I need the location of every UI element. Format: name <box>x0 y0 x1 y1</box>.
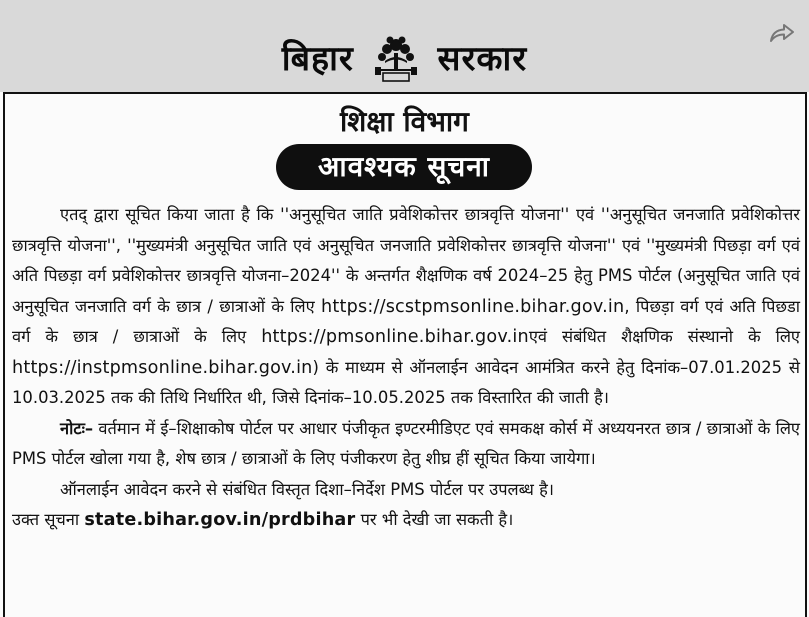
header-title <box>0 34 809 87</box>
header-left-word: बिहार <box>281 39 354 79</box>
header-banner <box>0 0 809 92</box>
link-instpmsonline[interactable]: https://instpmsonline.bihar.gov.in <box>12 357 313 378</box>
link-pmsonline[interactable]: https://pmsonline.bihar.gov.in <box>261 327 529 347</box>
note-text: वर्तमान में ई–शिक्षाकोष पोर्टल पर आधार पंजीकृत इण्टरमीडिएट एवं समकक्ष कोर्स में अध्ययनरत छात्र / छात्राओं के लिए PMS पोर्टल खोला गया है, शेष छात्र / छात्राओं के लिए पंजीकरण हेतु शीघ्र हीं सूचित किया जायेगा। <box>12 418 800 468</box>
paragraph-main <box>12 200 800 414</box>
notice-title: आवश्यक सूचना <box>317 150 491 183</box>
header-right-word: सरकार <box>437 39 528 79</box>
notice-title-badge <box>276 144 532 190</box>
link-scstpmsonline[interactable]: https://scstpmsonline.bihar.gov.in <box>321 296 625 317</box>
para1-text3: एवं संबंधित शैक्षणिक संस्थानो के लिए <box>528 327 800 346</box>
para1-text2: , पिछड़ा वर्ग एवं अति पिछडा वर्ग के छात्र / छात्राओं के लिए <box>12 296 800 346</box>
para1-text4: ) के माध्यम से ऑनलाईन आवेदन आमंत्रित करने हेतु दिनांक–07.01.2025 से 10.03.2025 तक की तिथि निर्धारित थी, जिसे दिनांक–10.05.2025 तक विस्तारित की जाती है। <box>12 357 800 407</box>
para1-text1: एतद् द्वारा सूचित किया जाता है कि ''अनुसूचित जाति प्रवेशिकोत्तर छात्रवृत्ति योजना'' एवं ''अनुसूचित जनजाति प्रवेशिकोत्तर छात्रवृत्ति योजना'', ''मुख्यमंत्री अनुसूचित जाति एवं अनुसूचित जनजाति प्रवेशिकोत्तर छात्रवृत्ति योजना'' एवं ''मुख्यमंत्री पिछड़ा वर्ग एवं अति पिछड़ा वर्ग प्रवेशिकोत्तर छात्रवृत्ति योजना–2024'' के अन्तर्गत शैक्षणिक वर्ष 2024–25 हेतु PMS पोर्टल (अनुसूचित जाति एवं अनुसूचित जनजाति वर्ग के छात्र / छात्राओं के लिए <box>12 205 800 316</box>
bihar-emblem-icon <box>373 31 419 83</box>
paragraph-reference <box>12 505 800 536</box>
paragraph-note <box>12 414 800 475</box>
notice-body <box>12 200 800 536</box>
paragraph-guidelines: ऑनलाईन आवेदन करने से संबंधित विस्तृत दिशा–निर्देश PMS पोर्टल पर उपलब्ध है। <box>60 479 554 499</box>
para4-text1: उक्त सूचना <box>12 510 85 529</box>
para4-text2: पर भी देखी जा सकती है। <box>355 510 514 529</box>
department-title: शिक्षा विभाग <box>340 105 469 138</box>
link-prdbihar[interactable]: state.bihar.gov.in/prdbihar <box>84 510 356 530</box>
share-icon[interactable] <box>769 22 795 44</box>
note-label: नोटः– <box>60 418 94 438</box>
